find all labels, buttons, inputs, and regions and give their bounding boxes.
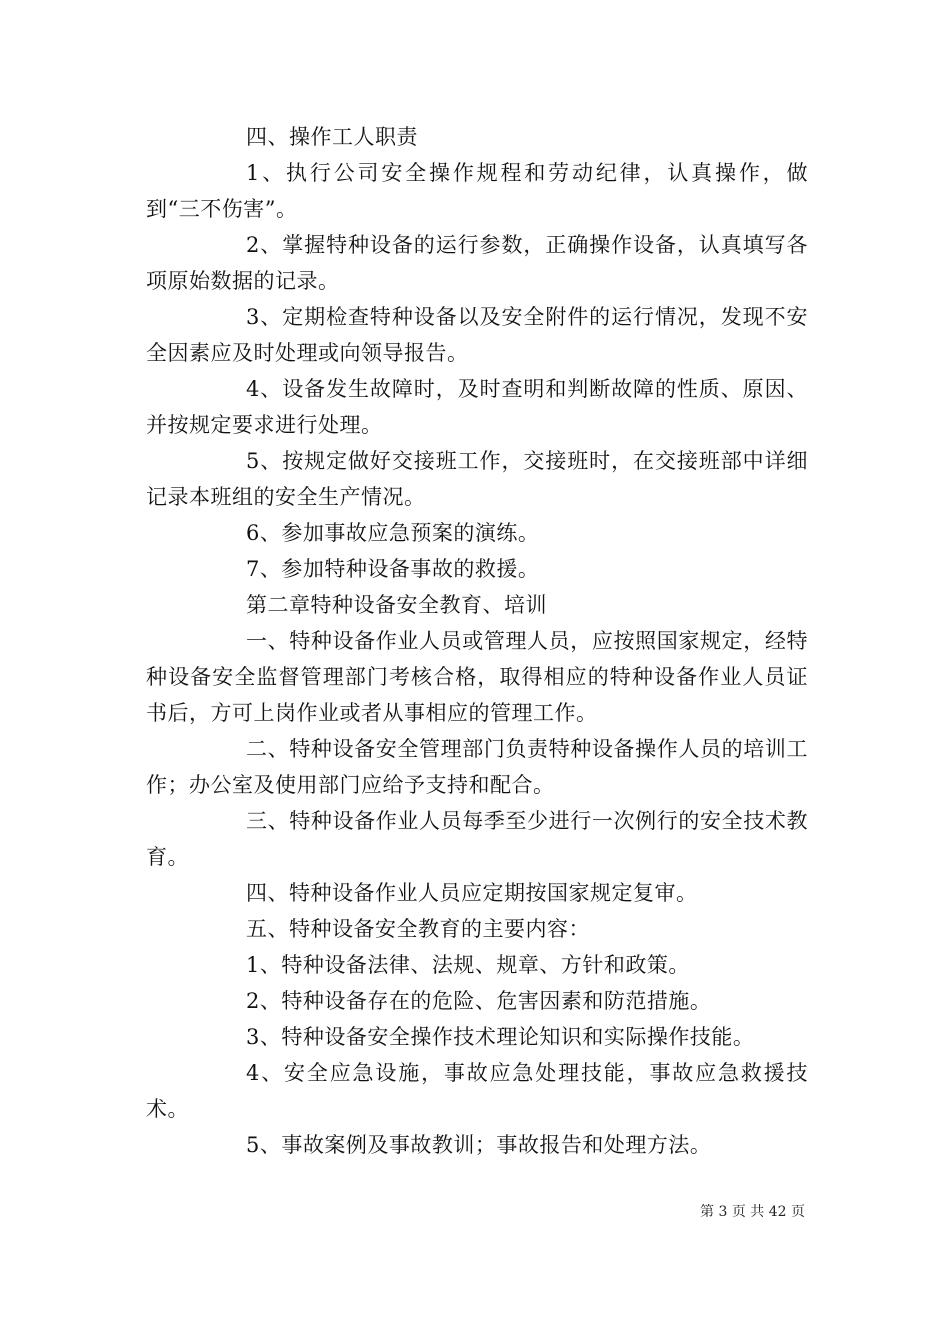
- paragraph-section-4: 四、特种设备作业人员应定期按国家规定复审。: [246, 881, 698, 905]
- paragraph-item-6: 6、参加事故应急预案的演练。: [246, 521, 540, 545]
- paragraph-content-item-1: 1、特种设备法律、法规、规章、方针和政策。: [246, 953, 690, 977]
- paragraph-section-1: 一、特种设备作业人员或管理人员，应按照国家规定，经特种设备安全监督管理部门考核合格，取得相应的特种设备作业人员证书后，方可上岗作业或者从事相应的管理工作。: [146, 629, 808, 725]
- paragraph-item-1: 1、执行公司安全操作规程和劳动纪律，认真操作，做到“三不伤害”。: [146, 161, 808, 221]
- paragraph-content-item-2: 2、特种设备存在的危险、危害因素和防范措施。: [246, 989, 712, 1013]
- chapter-heading: 第二章特种设备安全教育、培训: [246, 593, 547, 617]
- paragraph-section-2: 二、特种设备安全管理部门负责特种设备操作人员的培训工作；办公室及使用部门应给予支持和配合。: [146, 737, 808, 797]
- page-number-footer: 第 3 页 共 42 页: [700, 1204, 805, 1220]
- paragraph-heading-operator-duties: 四、操作工人职责: [246, 125, 418, 149]
- paragraph-item-7: 7、参加特种设备事故的救援。: [246, 557, 540, 581]
- paragraph-content-item-3: 3、特种设备安全操作技术理论知识和实际操作技能。: [246, 1025, 755, 1049]
- paragraph-content-item-4: 4、安全应急设施，事故应急处理技能，事故应急救援技术。: [146, 1061, 808, 1121]
- paragraph-content-item-5: 5、事故案例及事故教训；事故报告和处理方法。: [246, 1133, 712, 1157]
- paragraph-section-5: 五、特种设备安全教育的主要内容：: [246, 917, 590, 941]
- paragraph-item-5: 5、按规定做好交接班工作，交接班时，在交接班部中详细记录本班组的安全生产情况。: [146, 449, 808, 509]
- document-body: [146, 119, 808, 1163]
- paragraph-item-2: 2、掌握特种设备的运行参数，正确操作设备，认真填写各项原始数据的记录。: [146, 233, 808, 293]
- paragraph-item-3: 3、定期检查特种设备以及安全附件的运行情况，发现不安全因素应及时处理或向领导报告。: [146, 305, 808, 365]
- paragraph-item-4: 4、设备发生故障时，及时查明和判断故障的性质、原因、并按规定要求进行处理。: [146, 377, 808, 437]
- paragraph-section-3: 三、特种设备作业人员每季至少进行一次例行的安全技术教育。: [146, 809, 808, 869]
